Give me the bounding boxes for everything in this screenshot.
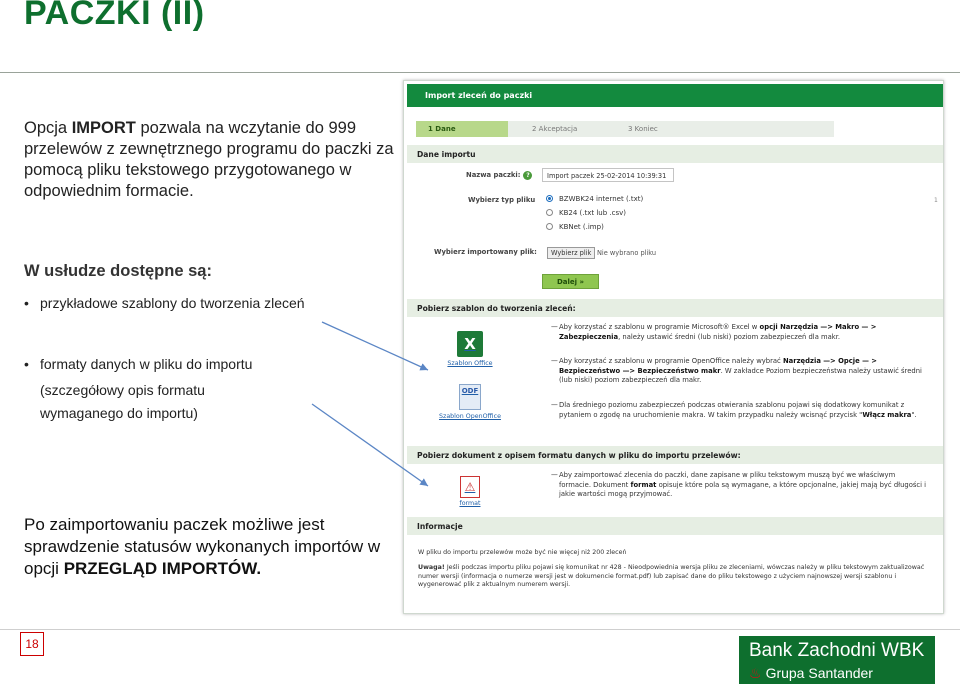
desc-bullet: — [551, 401, 558, 409]
step-end[interactable]: 3 Koniec [628, 125, 658, 133]
desc-text: Aby zaimportować zlecenia do paczki, dane zapisane w pliku tekstowym muszą być we właściwym formacie. Dokument [559, 471, 896, 489]
file-type-label: Wybierz typ pliku [468, 196, 536, 204]
slide-title: PACZKI (II) [24, 0, 205, 32]
arrow-to-templates [322, 322, 428, 370]
template-openoffice-label[interactable]: Szablon OpenOffice [439, 413, 501, 420]
bullet-continuation: (szczegółowy opis formatu [40, 382, 205, 398]
step-acceptance[interactable]: 2 Akceptacja [532, 125, 578, 133]
format-label[interactable]: format [459, 500, 481, 507]
desc-bold: Narzędzia —> Opcje — > Bezpieczeństwo —> Bezpieczeństwo makr [559, 357, 877, 375]
desc-text: Aby korzystać z szablonu w programie OpenOffice należy wybrać [559, 357, 783, 365]
template-office-label[interactable]: Szablon Office [447, 360, 493, 367]
info-warning-text: Jeśli podczas importu pliku pojawi się komunikat nr 428 - Nieodpowiednia wersja pliku ze zleceniami, wówczas należy w pliku tekstowym zaktualizować numer wersji (informacja o numerze wersji jest w dokumencie format.pdf) lub zapisać dane do pliku tekstowego z użyciem najnowszej wersji szablonu i wygenerować plik z aktualnym numerem wersji. [418, 564, 925, 589]
desc-bullet: — [551, 323, 558, 331]
logo-bank-name: Bank Zachodni WBK [749, 640, 925, 661]
desc-text: . W zakładce Poziom bezpieczeństwa należy ustawić średni (lub niski) poziom zabezpieczeń dla makr. [559, 366, 922, 384]
bullet-text: przykładowe szablony do tworzenia zleceń [40, 295, 305, 311]
file-type-label: BZWBK24 internet (.txt) [559, 195, 644, 203]
bullet-dot: • [24, 356, 29, 372]
intro-pre: Opcja [24, 119, 72, 137]
package-name-input[interactable]: Import paczek 25-02-2014 10:39:31 [542, 168, 674, 182]
info-limit: W pliku do importu przelewów może być nie więcej niż 200 zleceń [418, 549, 627, 556]
desc-text: Aby korzystać z szablonu w programie Microsoft® Excel w [559, 323, 760, 331]
outro-bold: PRZEGLĄD IMPORTÓW. [63, 559, 262, 578]
intro-bold: IMPORT [71, 119, 136, 137]
scroll-marker: 1 [934, 197, 938, 204]
desc-text: ". [911, 410, 917, 419]
logo-group-name: Grupa Santander [765, 665, 873, 681]
no-file-text: Nie wybrano pliku [597, 249, 657, 257]
section-information: Informacje [407, 517, 943, 535]
page-number: 18 [20, 632, 44, 656]
section-import-data: Dane importu [407, 145, 943, 163]
section-templates: Pobierz szablon do tworzenia zleceń: [407, 299, 943, 317]
odf-icon: ODF [459, 384, 481, 410]
info-warning-bold: Uwaga! [418, 564, 445, 571]
bullet-continuation: wymaganego do importu) [40, 405, 198, 421]
next-button[interactable]: Dalej » [542, 274, 599, 289]
browse-file-button[interactable]: Wybierz plik [547, 247, 595, 259]
file-type-label: KB24 (.txt lub .csv) [559, 209, 626, 217]
desc-text: Dla średniego poziomu zabezpieczeń podczas otwierania szablonu pojawi się dodatkowy komunikat z pytaniem o zgodę na uruchomienie makra. W takim przypadku należy wcisnąć przycisk " [559, 401, 905, 419]
desc-bullet: — [551, 471, 558, 479]
pdf-icon: ⚠ [460, 476, 480, 498]
desc-bold: Włącz makra [862, 410, 912, 419]
arrow-to-format [312, 404, 428, 486]
desc-bold: opcji Narzędzia —> Makro — > Zabezpieczenia [559, 323, 877, 341]
desc-bold: format [630, 480, 657, 489]
section-format: Pobierz dokument z opisem formatu danych w pliku do importu przelewów: [407, 446, 943, 464]
intro-post: pozwala na wczytanie do 999 przelewów z zewnętrznego programu do paczki za pomocą pliku tekstowego przygotowanego w odpowiednim formacie. [24, 119, 394, 200]
file-type-label: KBNet (.imp) [559, 223, 604, 231]
import-file-label: Wybierz importowany plik: [434, 248, 537, 256]
step-data[interactable]: 1 Dane [416, 121, 508, 137]
package-name-label-text: Nazwa paczki: [466, 171, 521, 179]
desc-text: , należy ustawić średni (lub niski) poziom zabezpieczeń dla makr. [618, 332, 841, 341]
desc-bullet: — [551, 357, 558, 365]
bullet-dot: • [24, 295, 29, 311]
help-icon[interactable]: ? [523, 171, 532, 180]
import-header: Import zleceń do paczki [407, 84, 943, 107]
santander-flame-icon: ♨ [749, 665, 762, 681]
desc-text: opisuje które pola są wymagane, a które opcjonalne, jakiej mają być długości i jakie wartości mogą przyjmować. [559, 480, 927, 498]
excel-icon: X [457, 331, 483, 357]
outro-pre: Po zaimportowaniu paczek możliwe jest sprawdzenie statusów wykonanych importów w opcji [24, 515, 381, 578]
services-heading: W usłudze dostępne są: [24, 262, 212, 280]
bullet-text: formaty danych w pliku do importu [40, 356, 253, 372]
